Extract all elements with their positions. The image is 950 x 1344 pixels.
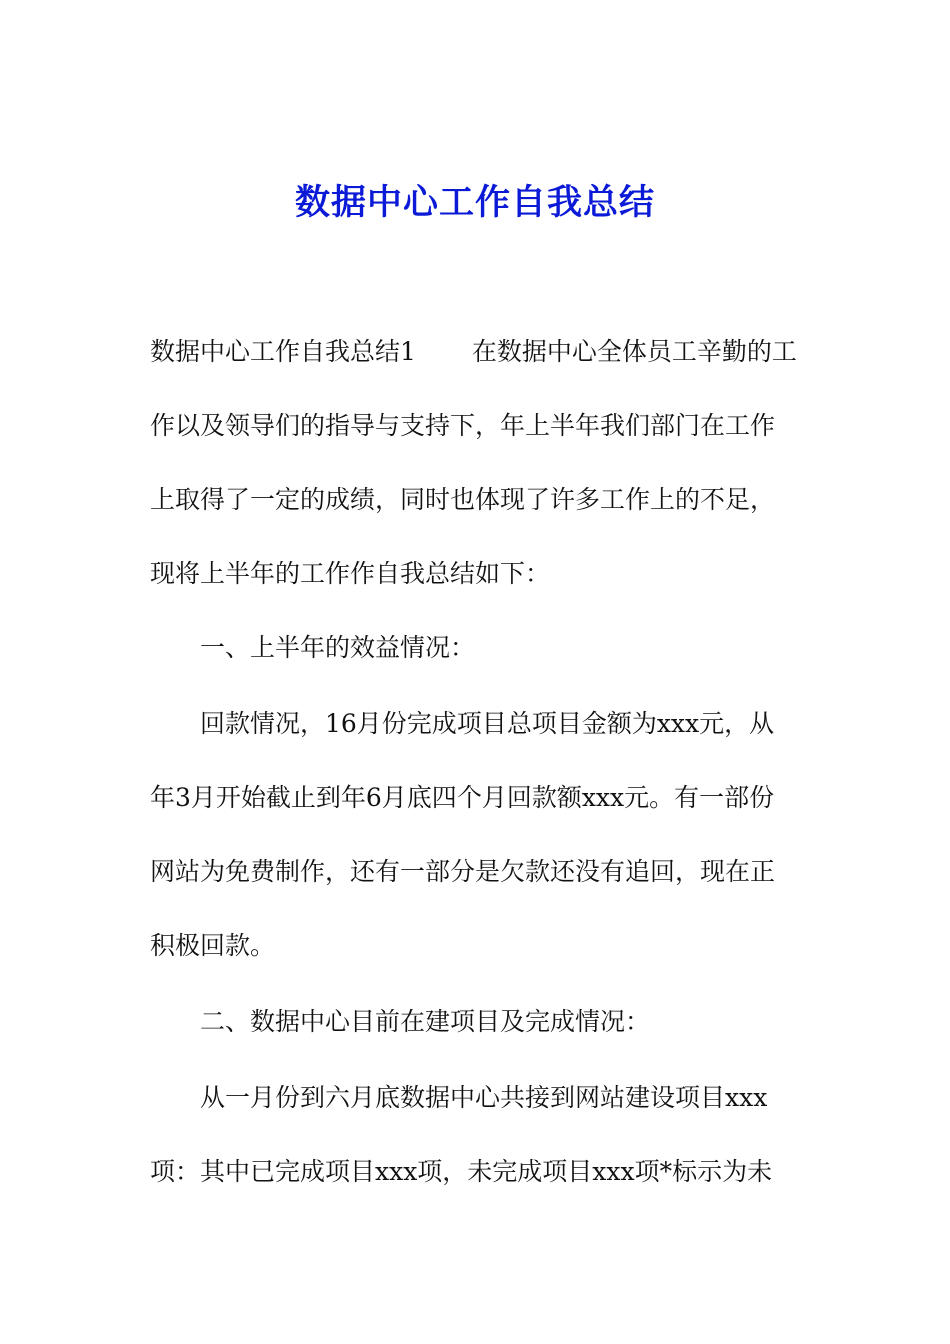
paragraph-line-8: 积极回款。 <box>150 931 276 960</box>
paragraph-line-9: 从一月份到六月底数据中心共接到网站建设项目xxx <box>200 1083 768 1112</box>
paragraph-line-2: 作以及领导们的指导与支持下，年上半年我们部门在工作 <box>150 411 776 440</box>
paragraph-line-7: 网站为免费制作，还有一部分是欠款还没有追回，现在正 <box>150 857 776 886</box>
section-heading-2: 二、数据中心目前在建项目及完成情况： <box>200 1007 651 1036</box>
paragraph-line-4: 现将上半年的工作作自我总结如下： <box>150 559 551 588</box>
paragraph-line-1 <box>150 332 797 372</box>
paragraph-line-5: 回款情况，16月份完成项目总项目金额为xxx元，从 <box>200 709 775 738</box>
document-title: 数据中心工作自我总结 <box>294 183 655 223</box>
paragraph-line-6: 年3月开始截止到年6月底四个月回款额xxx元。有一部份 <box>150 783 775 812</box>
paragraph-line-3: 上取得了一定的成绩，同时也体现了许多工作上的不足， <box>150 485 776 514</box>
section-heading-1: 一、上半年的效益情况： <box>200 633 476 662</box>
paragraph-text: 在数据中心全体员工辛勤的工 <box>471 337 797 366</box>
section-heading-inline: 数据中心工作自我总结1 <box>150 337 416 366</box>
paragraph-line-10: 项：其中已完成项目xxx项，未完成项目xxx项*标示为未 <box>150 1157 773 1186</box>
